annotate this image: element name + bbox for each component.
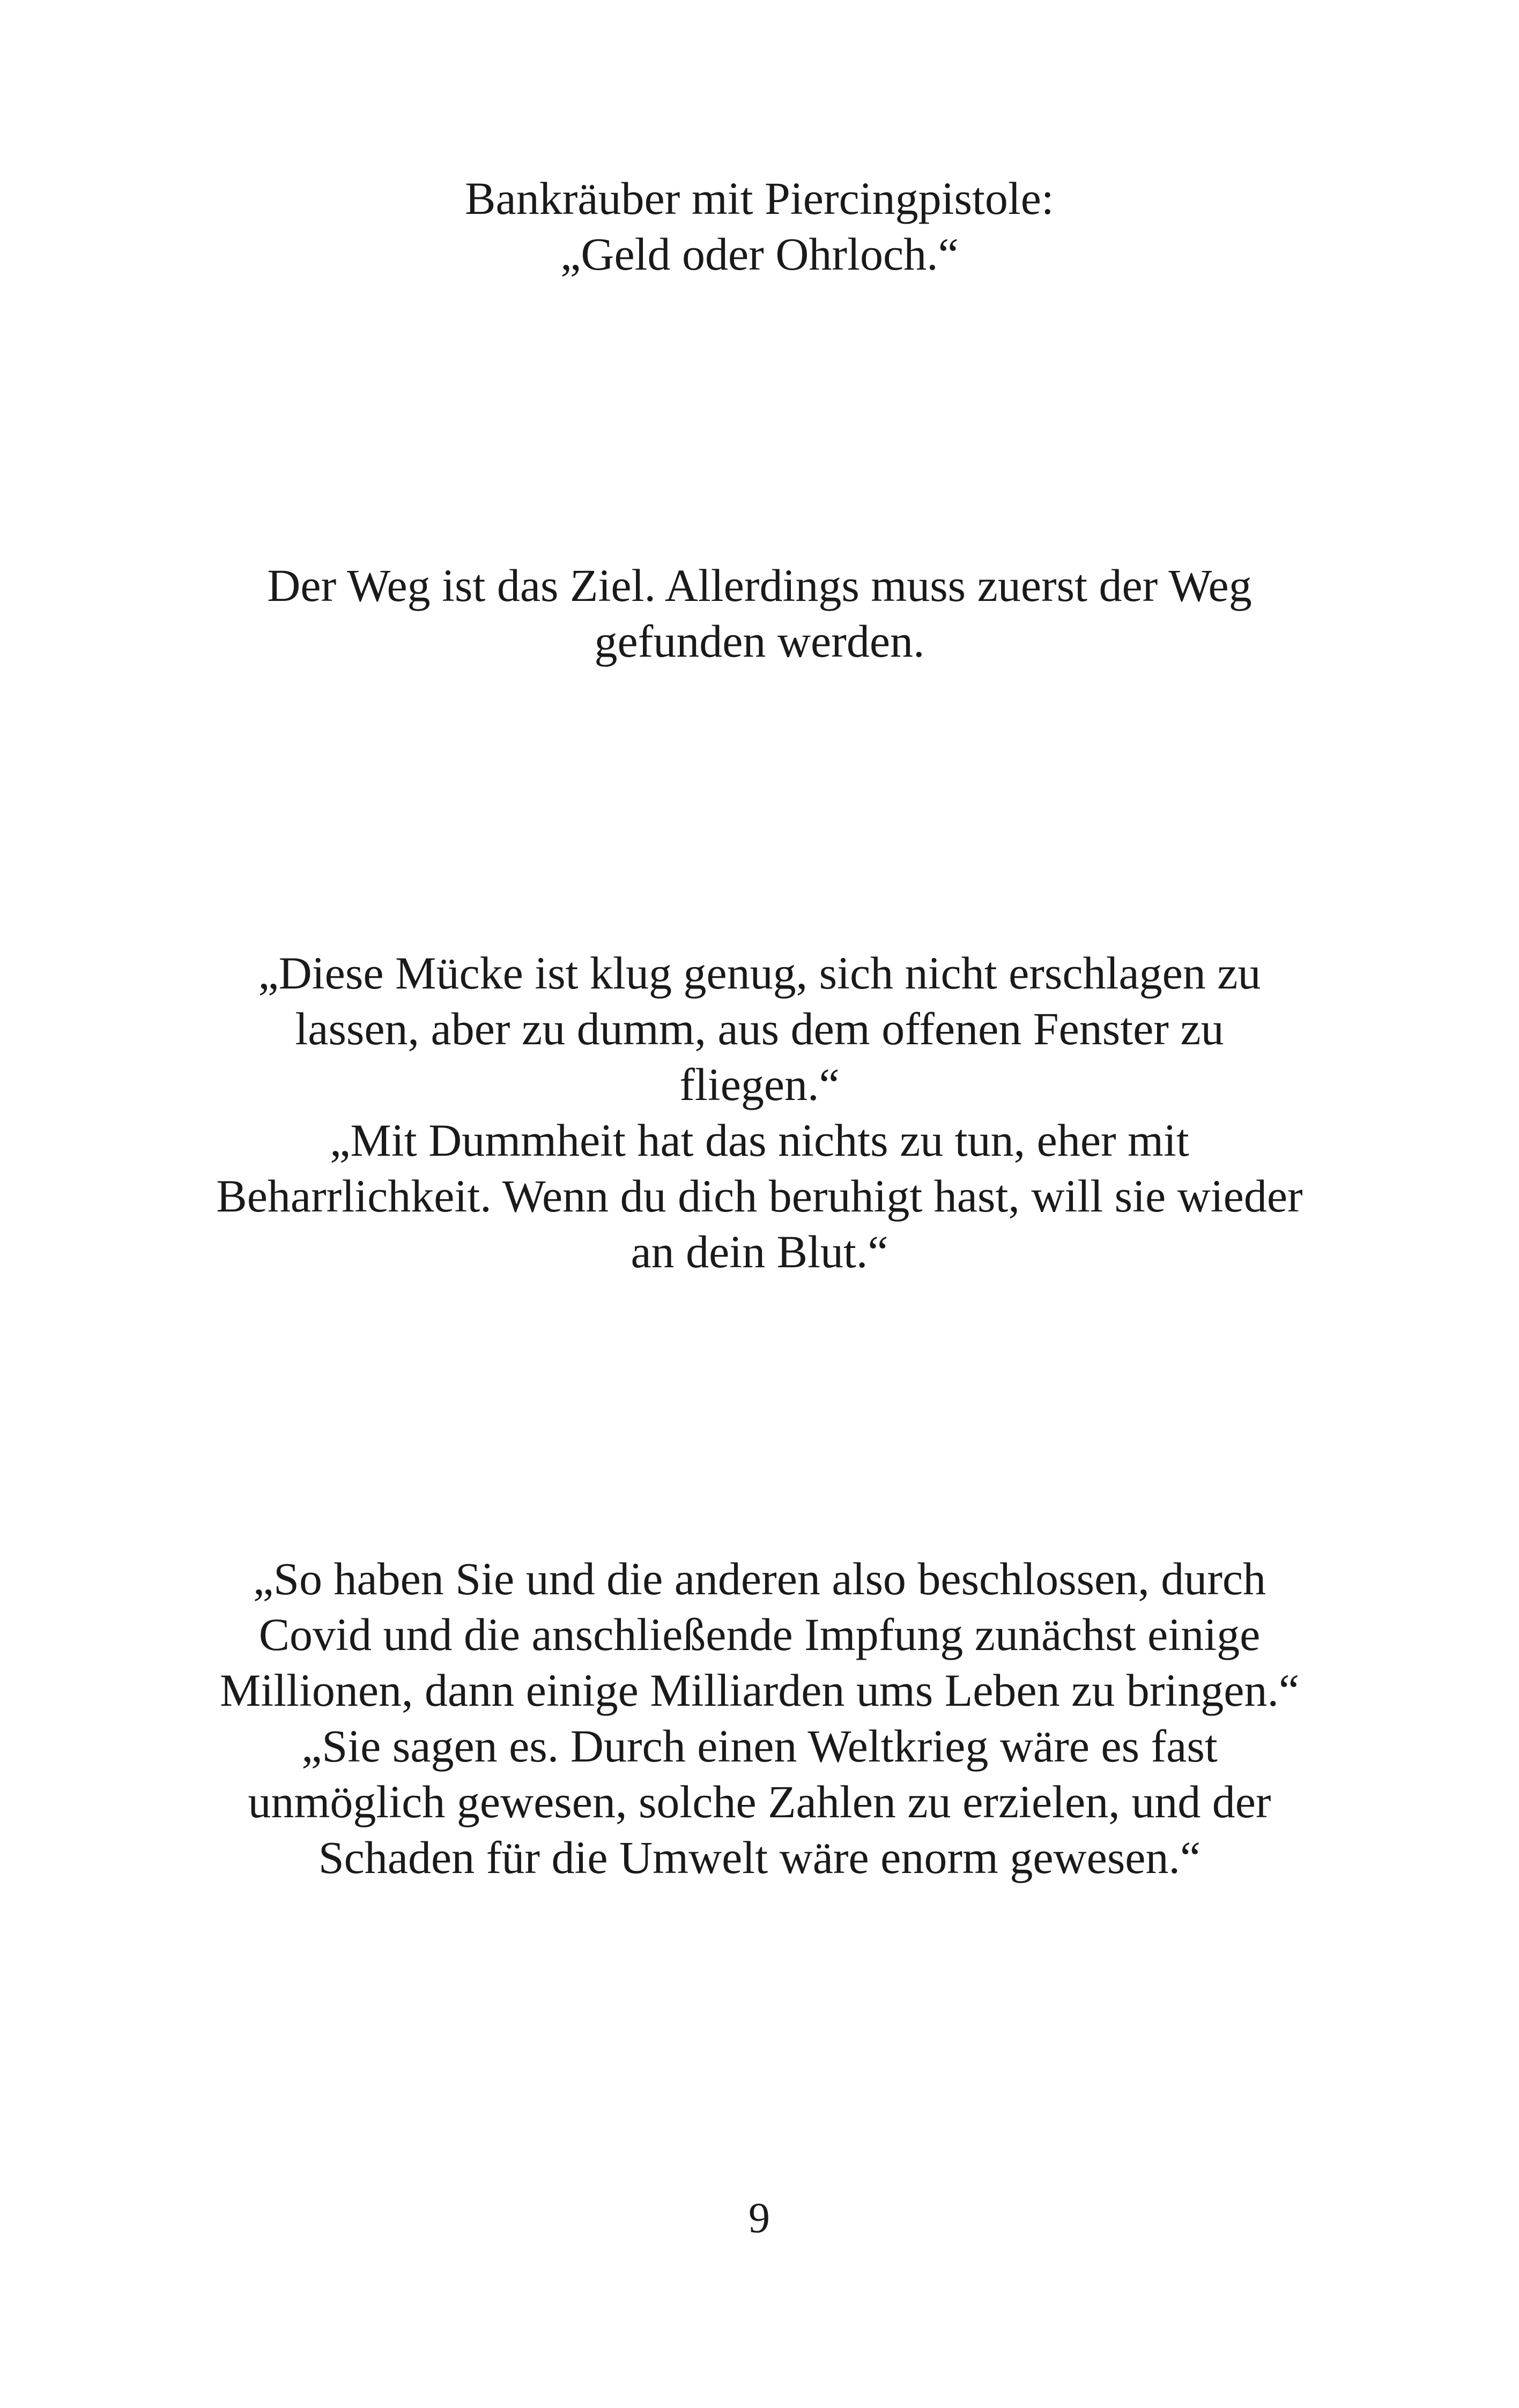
dialogue-covid — [182, 1551, 1337, 1885]
text-line: „Geld oder Ohrloch.“ — [560, 228, 959, 280]
text-line: gefunden werden. — [594, 615, 925, 667]
text-line: Millionen, dann einige Milliarden ums Leben zu bringen.“ — [219, 1664, 1300, 1716]
text-line: Schaden für die Umwelt wäre enorm gewesen.“ — [318, 1832, 1201, 1883]
text-line: Der Weg ist das Ziel. Allerdings muss zuerst der Weg — [267, 560, 1252, 611]
text-line: Covid und die anschließende Impfung zunächst einige — [258, 1609, 1261, 1660]
aphorism-bank-robber — [182, 170, 1337, 282]
text-line: „So haben Sie und die anderen also beschlossen, durch — [253, 1553, 1266, 1604]
text-line: Beharrlichkeit. Wenn du dich beruhigt hast, will sie wieder — [216, 1170, 1303, 1222]
aphorism-the-way — [182, 558, 1337, 669]
text-line: Bankräuber mit Piercingpistole: — [465, 173, 1054, 224]
text-line: „Diese Mücke ist klug genug, sich nicht erschlagen zu — [258, 947, 1261, 999]
text-line: unmöglich gewesen, solche Zahlen zu erzielen, und der — [248, 1776, 1271, 1827]
text-line: „Mit Dummheit hat das nichts zu tun, eher mit — [330, 1114, 1189, 1166]
text-line: lassen, aber zu dumm, aus dem offenen Fenster zu — [295, 1003, 1224, 1054]
page-number: 9 — [749, 2195, 770, 2242]
text-line: an dein Blut.“ — [631, 1226, 888, 1277]
text-line: fliegen.“ — [679, 1059, 840, 1110]
text-line: „Sie sagen es. Durch einen Weltkrieg wäre es fast — [301, 1720, 1218, 1772]
dialogue-mosquito — [182, 945, 1337, 1280]
